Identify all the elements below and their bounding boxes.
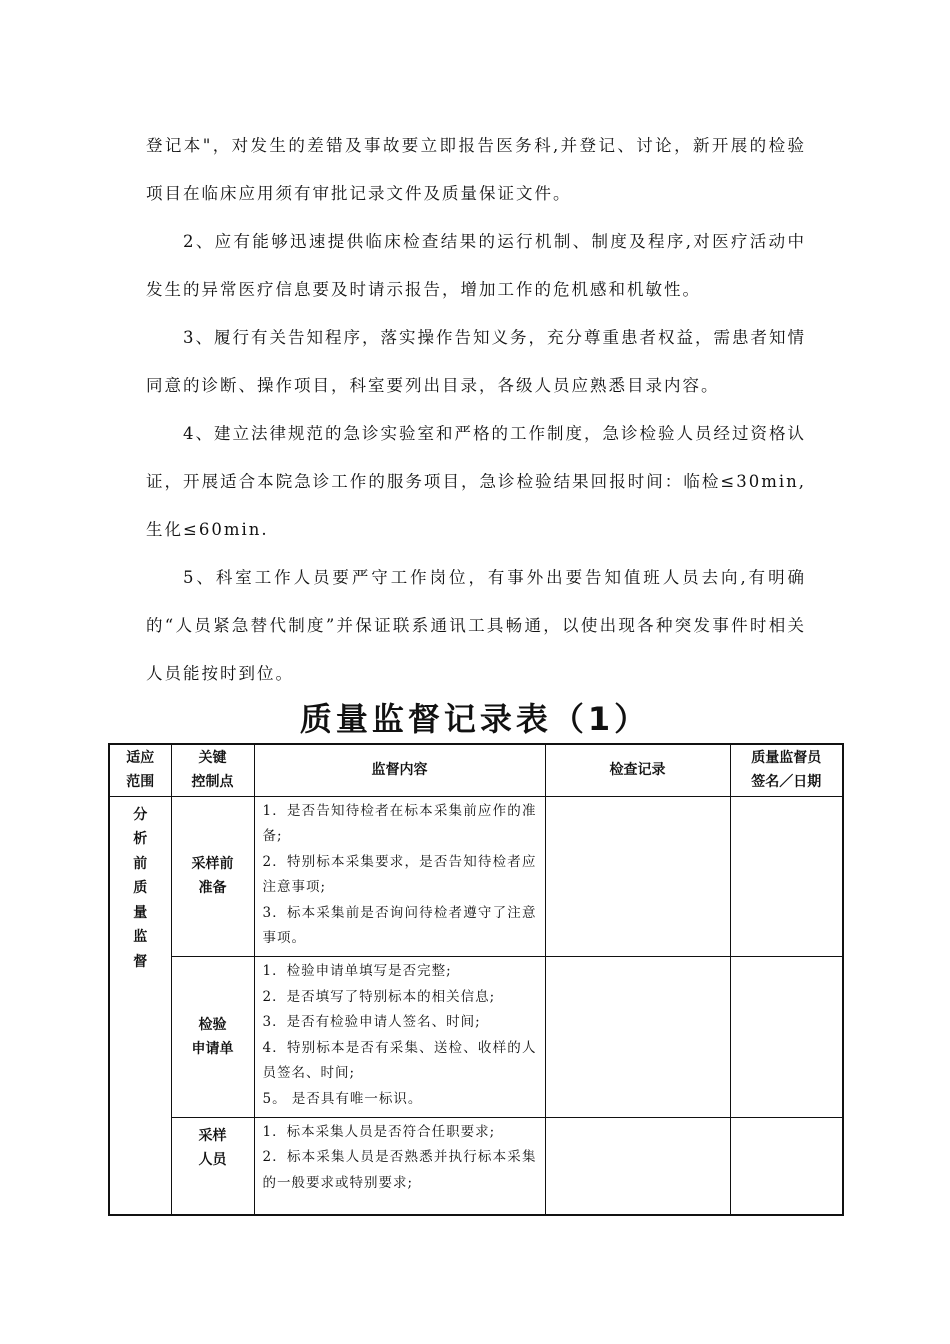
record-cell[interactable] xyxy=(545,1117,730,1215)
scope-char: 前 xyxy=(133,855,148,872)
scope-char: 量 xyxy=(133,904,148,921)
control-point-line1: 采样 xyxy=(198,1127,227,1144)
paragraph: 5、科室工作人员要严守工作岗位，有事外出要告知值班人员去向,有明确的“人员紧急替代制度”并保证联系通讯工具畅通，以使出现各种突发事件时相关人员能按时到位。 xyxy=(146,568,806,683)
content-cell xyxy=(254,1117,545,1215)
control-point-cell xyxy=(171,1117,254,1215)
content-item: 2．标本采集人员是否熟悉并执行标本采集的一般要求或特别要求; xyxy=(262,1149,537,1191)
content-item: 4．特别标本是否有采集、送检、收样的人员签名、时间; xyxy=(262,1039,537,1082)
header-record: 检查记录 xyxy=(545,744,730,796)
content-item: 3．标本采集前是否询问待检者遵守了注意事项。 xyxy=(262,904,537,947)
header-scope-line2: 范围 xyxy=(126,774,155,791)
content-item: 1．标本采集人员是否符合任职要求; xyxy=(262,1123,496,1140)
scope-char: 析 xyxy=(133,831,148,847)
control-point-line1: 采样前 xyxy=(191,856,234,873)
content-item: 2．是否填写了特别标本的相关信息; xyxy=(262,988,496,1005)
header-scope-line1: 适应 xyxy=(126,750,155,767)
signer-cell[interactable] xyxy=(730,957,843,1118)
header-control-line2: 控制点 xyxy=(191,774,234,791)
body-text xyxy=(146,122,806,698)
control-point-line2: 申请单 xyxy=(191,1040,234,1057)
scope-char: 监 xyxy=(133,929,148,945)
header-control-line1: 关键 xyxy=(198,750,227,767)
content-item: 2．特别标本采集要求，是否告知待检者应注意事项; xyxy=(262,853,537,896)
table-header-row xyxy=(109,744,843,796)
content-item: 5。 是否具有唯一标识。 xyxy=(262,1091,423,1108)
content-item: 1．是否告知待检者在标本采集前应作的准备; xyxy=(262,802,537,845)
record-cell[interactable] xyxy=(545,957,730,1118)
header-content: 监督内容 xyxy=(254,744,545,796)
signer-cell[interactable] xyxy=(730,796,843,957)
signer-cell[interactable] xyxy=(730,1117,843,1215)
content-cell xyxy=(254,796,545,957)
paragraph: 3、履行有关告知程序，落实操作告知义务，充分尊重患者权益，需患者知情同意的诊断、操作项目，科室要列出目录，各级人员应熟悉目录内容。 xyxy=(146,328,806,395)
control-point-line2: 人员 xyxy=(198,1151,227,1168)
table-row xyxy=(109,796,843,957)
header-signer-line2: 签名／日期 xyxy=(751,774,822,791)
table-title: 质量监督记录表（1） xyxy=(299,700,651,738)
paragraph: 登记本"，对发生的差错及事故要立即报告医务科,并登记、讨论，新开展的检验项目在临床应用须有审批记录文件及质量保证文件。 xyxy=(146,136,806,203)
control-point-line2: 准备 xyxy=(198,880,227,897)
table-row xyxy=(109,1117,843,1215)
paragraph: 4、建立法律规范的急诊实验室和严格的工作制度，急诊检验人员经过资格认证，开展适合本院急诊工作的服务项目，急诊检验结果回报时间：临检≤30min,生化≤60min. xyxy=(146,424,806,539)
scope-cell xyxy=(109,796,171,1215)
scope-char: 分 xyxy=(133,806,148,823)
header-signer-line1: 质量监督员 xyxy=(751,750,822,767)
paragraph: 2、应有能够迅速提供临床检查结果的运行机制、制度及程序,对医疗活动中发生的异常医疗信息要及时请示报告，增加工作的危机感和机敏性。 xyxy=(146,232,806,299)
header-signer xyxy=(730,744,843,796)
content-item: 1．检验申请单填写是否完整; xyxy=(262,963,452,980)
record-cell[interactable] xyxy=(545,796,730,957)
scope-char: 督 xyxy=(133,953,148,970)
content-cell xyxy=(254,957,545,1118)
header-scope xyxy=(109,744,171,796)
header-control-point xyxy=(171,744,254,796)
scope-char: 质 xyxy=(133,880,148,896)
control-point-line1: 检验 xyxy=(198,1016,227,1033)
control-point-cell xyxy=(171,796,254,957)
table-row xyxy=(109,957,843,1118)
quality-supervision-table xyxy=(108,743,844,1216)
control-point-cell xyxy=(171,957,254,1118)
content-item: 3．是否有检验申请人签名、时间; xyxy=(262,1014,481,1031)
